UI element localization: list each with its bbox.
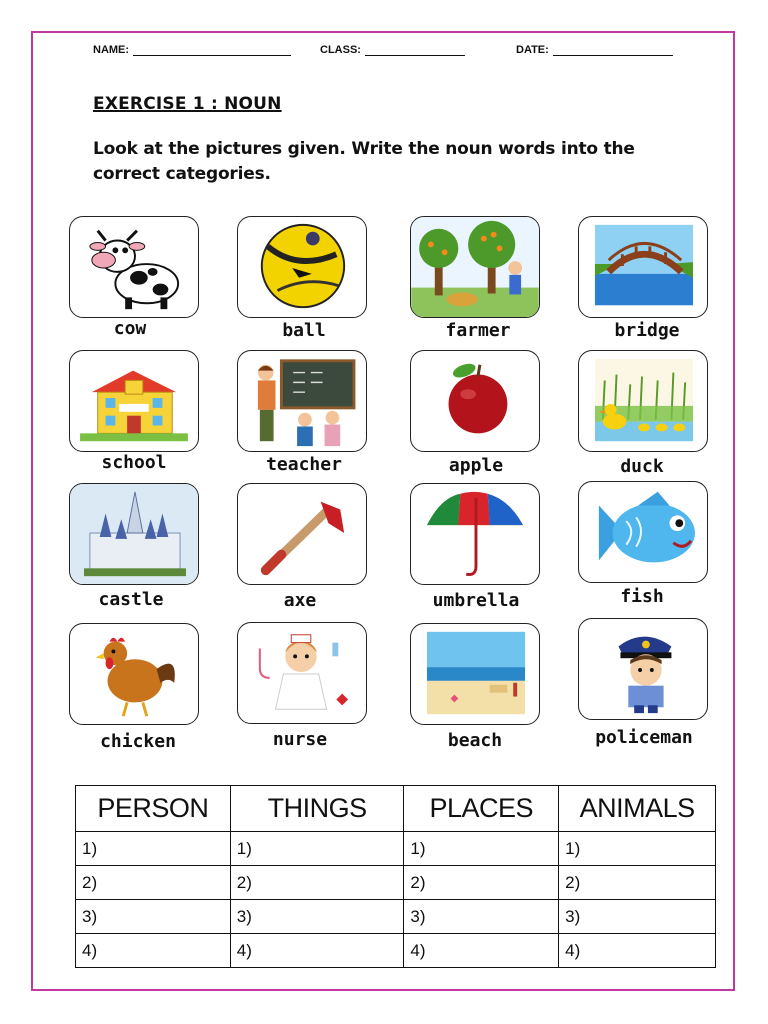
picture-label-teacher: teacher xyxy=(266,454,342,475)
fish-icon xyxy=(579,482,707,582)
name-field xyxy=(93,44,291,56)
picture-label-castle: castle xyxy=(98,589,164,610)
nurse-icon xyxy=(238,623,366,723)
picture-card-umbrella xyxy=(410,483,540,585)
answer-cell-person-3[interactable]: 3) xyxy=(76,900,231,934)
picture-card-school xyxy=(69,350,199,452)
picture-card-nurse xyxy=(237,622,367,724)
axe-icon xyxy=(238,484,366,584)
table-row xyxy=(76,866,716,900)
picture-card-fish xyxy=(578,481,708,583)
picture-label-fish: fish xyxy=(620,586,664,607)
date-field xyxy=(516,44,673,56)
picture-label-apple: apple xyxy=(448,455,504,476)
picture-label-school: school xyxy=(101,452,167,473)
picture-card-bridge xyxy=(578,216,708,318)
picture-card-teacher xyxy=(237,350,367,452)
header-places: PLACES xyxy=(404,786,559,832)
picture-label-umbrella: umbrella xyxy=(432,590,520,611)
picture-label-policeman: policeman xyxy=(595,727,693,748)
picture-label-cow: cow xyxy=(113,318,147,339)
picture-card-axe xyxy=(237,483,367,585)
answer-cell-animals-1[interactable]: 1) xyxy=(559,832,716,866)
picture-card-castle xyxy=(69,483,199,585)
picture-label-beach: beach xyxy=(447,730,503,751)
category-table xyxy=(75,785,716,968)
ball-icon xyxy=(238,217,366,317)
policeman-icon xyxy=(579,619,707,719)
exercise-title: EXERCISE 1 : NOUN xyxy=(93,94,282,114)
picture-card-cow xyxy=(69,216,199,318)
table-row xyxy=(76,934,716,968)
date-blank[interactable] xyxy=(553,45,673,56)
picture-label-nurse: nurse xyxy=(272,729,328,750)
answer-cell-places-2[interactable]: 2) xyxy=(404,866,559,900)
table-row xyxy=(76,900,716,934)
answer-cell-animals-3[interactable]: 3) xyxy=(559,900,716,934)
cow-icon xyxy=(70,217,198,317)
answer-cell-things-4[interactable]: 4) xyxy=(230,934,404,968)
name-label: NAME: xyxy=(93,44,130,56)
class-blank[interactable] xyxy=(365,45,465,56)
picture-card-policeman xyxy=(578,618,708,720)
class-field xyxy=(320,44,465,56)
header-person: PERSON xyxy=(76,786,231,832)
table-header-row xyxy=(76,786,716,832)
answer-cell-animals-2[interactable]: 2) xyxy=(559,866,716,900)
header-animals: ANIMALS xyxy=(559,786,716,832)
castle-icon xyxy=(70,484,198,584)
class-label: CLASS: xyxy=(320,44,361,56)
picture-label-axe: axe xyxy=(283,590,317,611)
apple-icon xyxy=(411,351,539,451)
picture-card-farmer xyxy=(410,216,540,318)
name-blank[interactable] xyxy=(133,45,291,56)
answer-cell-person-1[interactable]: 1) xyxy=(76,832,231,866)
exercise-instructions: Look at the pictures given. Write the noun words into the correct categories. xyxy=(93,139,635,184)
answer-cell-places-4[interactable]: 4) xyxy=(404,934,559,968)
answer-cell-things-3[interactable]: 3) xyxy=(230,900,404,934)
answer-cell-places-3[interactable]: 3) xyxy=(404,900,559,934)
table-row xyxy=(76,832,716,866)
umbrella-icon xyxy=(411,484,539,584)
answer-cell-things-2[interactable]: 2) xyxy=(230,866,404,900)
picture-label-bridge: bridge xyxy=(614,320,680,341)
picture-label-ball: ball xyxy=(282,320,326,341)
school-icon xyxy=(70,351,198,451)
date-label: DATE: xyxy=(516,44,549,56)
answer-cell-things-1[interactable]: 1) xyxy=(230,832,404,866)
header-things: THINGS xyxy=(230,786,404,832)
teacher-icon xyxy=(238,351,366,451)
picture-card-ball xyxy=(237,216,367,318)
chicken-icon xyxy=(70,624,198,724)
picture-label-farmer: farmer xyxy=(445,320,511,341)
picture-card-chicken xyxy=(69,623,199,725)
picture-label-duck: duck xyxy=(620,456,664,477)
picture-card-apple xyxy=(410,350,540,452)
picture-label-chicken: chicken xyxy=(100,731,176,752)
beach-icon xyxy=(411,624,539,724)
answer-cell-places-1[interactable]: 1) xyxy=(404,832,559,866)
answer-cell-person-4[interactable]: 4) xyxy=(76,934,231,968)
picture-card-duck xyxy=(578,350,708,452)
answer-cell-person-2[interactable]: 2) xyxy=(76,866,231,900)
farmer-icon xyxy=(411,217,539,317)
answer-cell-animals-4[interactable]: 4) xyxy=(559,934,716,968)
picture-card-beach xyxy=(410,623,540,725)
bridge-icon xyxy=(579,217,707,317)
duck-icon xyxy=(579,351,707,451)
